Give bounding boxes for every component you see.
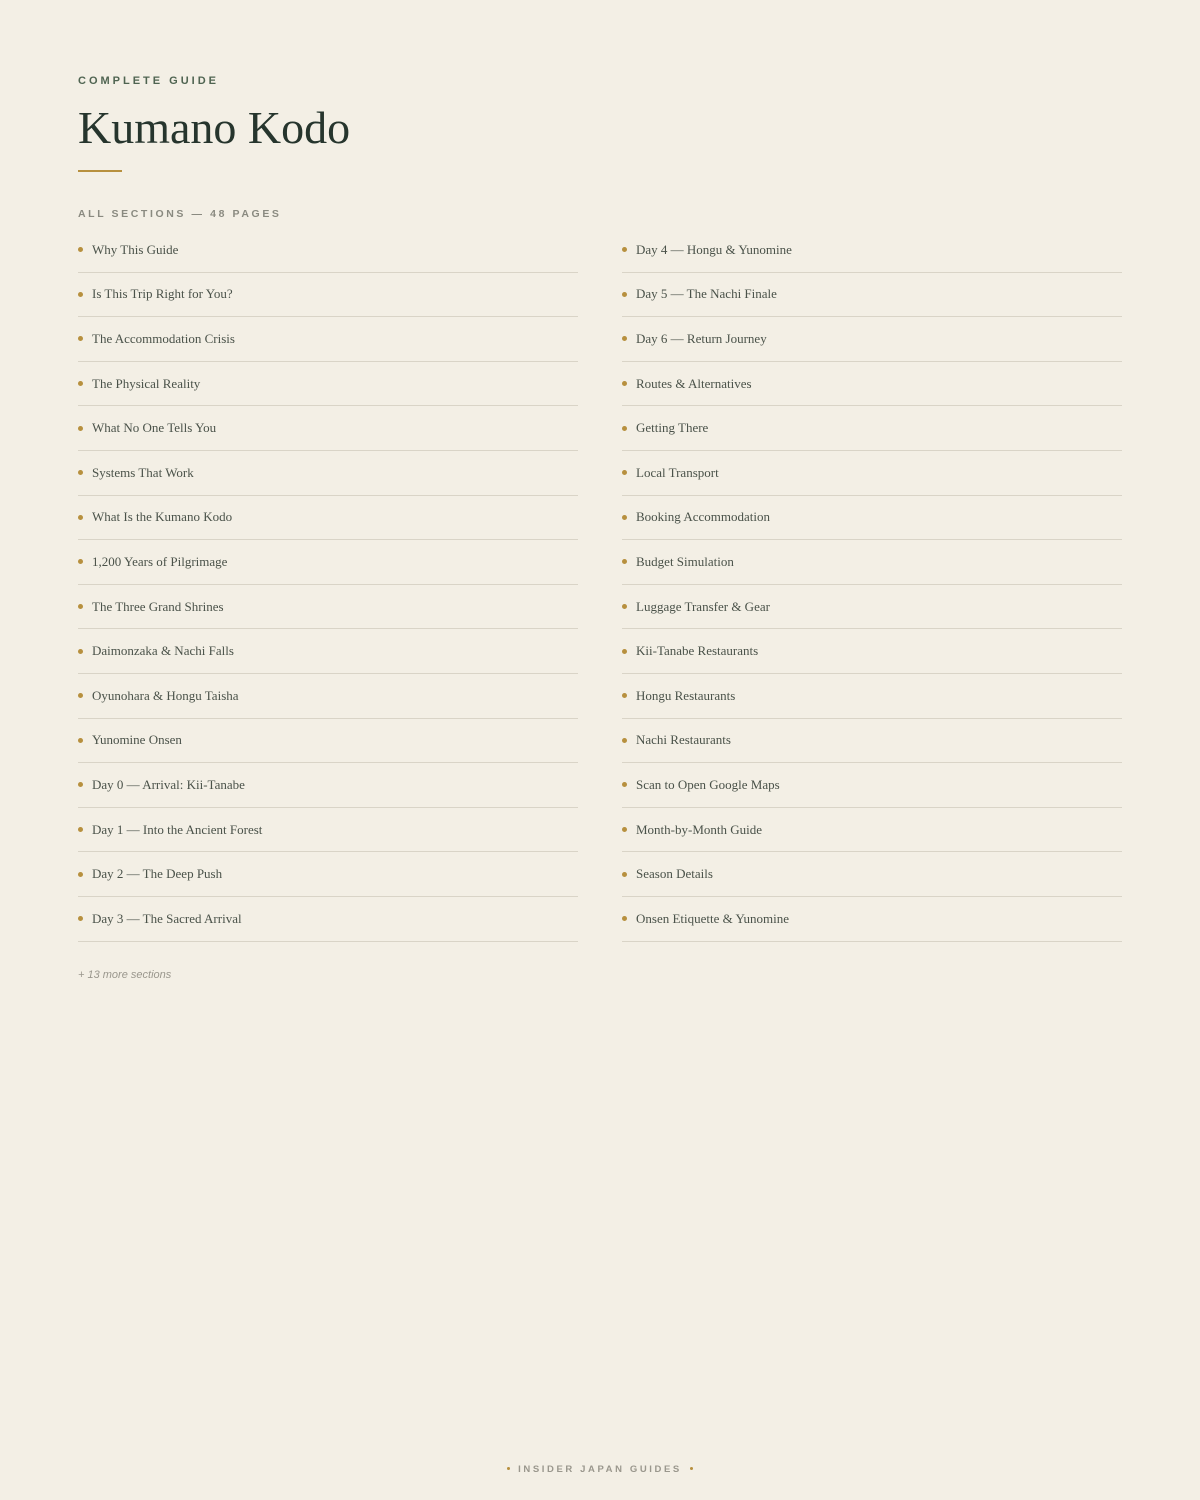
toc-item[interactable] xyxy=(78,228,578,273)
toc-item[interactable] xyxy=(622,852,1122,897)
toc-item-label: Day 3 — The Sacred Arrival xyxy=(92,910,242,926)
bullet-dot-icon xyxy=(622,916,627,921)
bullet-dot-icon xyxy=(78,381,83,386)
toc-item-label: Nachi Restaurants xyxy=(636,732,731,748)
toc-item-label: Day 1 — Into the Ancient Forest xyxy=(92,821,263,837)
bullet-dot-icon xyxy=(622,827,627,832)
bullet-dot-icon xyxy=(78,649,83,654)
bullet-dot-icon xyxy=(622,247,627,252)
toc-item[interactable] xyxy=(622,317,1122,362)
toc-column-right xyxy=(622,228,1122,942)
bullet-dot-icon xyxy=(622,693,627,698)
bullet-dot-icon xyxy=(78,604,83,609)
toc-item[interactable] xyxy=(622,540,1122,585)
bullet-dot-icon xyxy=(78,827,83,832)
toc-item[interactable] xyxy=(78,496,578,541)
toc-item[interactable] xyxy=(78,451,578,496)
toc-item-label: Getting There xyxy=(636,420,709,436)
bullet-dot-icon xyxy=(622,604,627,609)
bullet-dot-icon xyxy=(622,649,627,654)
toc-item[interactable] xyxy=(78,808,578,853)
bullet-dot-icon xyxy=(78,782,83,787)
toc-item[interactable] xyxy=(622,228,1122,273)
eyebrow-label: COMPLETE GUIDE xyxy=(78,75,220,87)
footer xyxy=(0,1464,1200,1475)
toc-item-label: Month-by-Month Guide xyxy=(636,821,763,837)
toc-item[interactable] xyxy=(78,763,578,808)
toc-item-label: Day 6 — Return Journey xyxy=(636,330,767,346)
toc-item-label: The Accommodation Crisis xyxy=(92,330,235,346)
toc-item-label: The Three Grand Shrines xyxy=(92,598,224,614)
toc-item-label: Hongu Restaurants xyxy=(636,687,736,703)
footer-dot-left xyxy=(507,1467,510,1470)
bullet-dot-icon xyxy=(622,470,627,475)
bullet-dot-icon xyxy=(78,470,83,475)
toc-item-label: Daimonzaka & Nachi Falls xyxy=(92,643,234,659)
bullet-dot-icon xyxy=(622,782,627,787)
toc-item-label: Day 5 — The Nachi Finale xyxy=(636,286,777,302)
toc-column-left xyxy=(78,228,578,942)
bullet-dot-icon xyxy=(78,872,83,877)
section-count-label: ALL SECTIONS — 48 PAGES xyxy=(78,208,282,220)
toc-item[interactable] xyxy=(622,362,1122,407)
footer-label: INSIDER JAPAN GUIDES xyxy=(518,1464,682,1475)
toc-item[interactable] xyxy=(622,674,1122,719)
bullet-dot-icon xyxy=(78,336,83,341)
bullet-dot-icon xyxy=(78,515,83,520)
bullet-dot-icon xyxy=(622,426,627,431)
toc-item[interactable] xyxy=(78,406,578,451)
more-sections-note: + 13 more sections xyxy=(78,969,172,981)
toc-item-label: Day 2 — The Deep Push xyxy=(92,866,223,882)
bullet-dot-icon xyxy=(78,916,83,921)
toc-item-label: Yunomine Onsen xyxy=(92,732,182,748)
toc-item[interactable] xyxy=(78,540,578,585)
toc-item-label: Onsen Etiquette & Yunomine xyxy=(636,910,789,926)
toc-item-label: The Physical Reality xyxy=(92,375,201,391)
toc-item-label: Day 0 — Arrival: Kii-Tanabe xyxy=(92,776,245,792)
bullet-dot-icon xyxy=(622,515,627,520)
bullet-dot-icon xyxy=(622,872,627,877)
toc-item[interactable] xyxy=(622,808,1122,853)
bullet-dot-icon xyxy=(78,693,83,698)
toc-item[interactable] xyxy=(622,629,1122,674)
footer-dot-right xyxy=(690,1467,693,1470)
toc-item-label: Why This Guide xyxy=(92,241,179,257)
toc-item-label: What No One Tells You xyxy=(92,420,217,436)
toc-item[interactable] xyxy=(622,496,1122,541)
toc-item[interactable] xyxy=(622,406,1122,451)
toc-item-label: Kii-Tanabe Restaurants xyxy=(636,643,759,659)
toc-item[interactable] xyxy=(78,897,578,942)
toc-item[interactable] xyxy=(622,451,1122,496)
toc-item-label: Local Transport xyxy=(636,464,719,480)
toc-item[interactable] xyxy=(78,317,578,362)
toc-item[interactable] xyxy=(78,585,578,630)
bullet-dot-icon xyxy=(622,738,627,743)
toc-item[interactable] xyxy=(622,273,1122,318)
toc-item-label: Season Details xyxy=(636,866,713,882)
bullet-dot-icon xyxy=(78,247,83,252)
toc-item[interactable] xyxy=(78,362,578,407)
toc-item-label: Booking Accommodation xyxy=(636,509,770,525)
toc-item-label: Luggage Transfer & Gear xyxy=(636,598,770,614)
toc-item-label: Budget Simulation xyxy=(636,553,734,569)
bullet-dot-icon xyxy=(622,292,627,297)
toc-item-label: What Is the Kumano Kodo xyxy=(92,509,233,525)
toc-item[interactable] xyxy=(78,273,578,318)
bullet-dot-icon xyxy=(78,292,83,297)
toc-item[interactable] xyxy=(622,585,1122,630)
toc-item[interactable] xyxy=(78,719,578,764)
bullet-dot-icon xyxy=(78,559,83,564)
title-underline xyxy=(78,170,122,172)
toc-item-label: Routes & Alternatives xyxy=(636,375,752,391)
toc-item-label: Day 4 — Hongu & Yunomine xyxy=(636,241,792,257)
bullet-dot-icon xyxy=(622,336,627,341)
toc-item[interactable] xyxy=(78,629,578,674)
toc-item-label: 1,200 Years of Pilgrimage xyxy=(92,553,228,569)
toc-item-label: Systems That Work xyxy=(92,464,194,480)
toc-item-label: Oyunohara & Hongu Taisha xyxy=(92,687,239,703)
toc-item[interactable] xyxy=(622,897,1122,942)
toc-item[interactable] xyxy=(622,719,1122,764)
toc-item-label: Scan to Open Google Maps xyxy=(636,776,780,792)
page-title: Kumano Kodo xyxy=(78,102,351,153)
toc-item[interactable] xyxy=(622,763,1122,808)
bullet-dot-icon xyxy=(622,559,627,564)
bullet-dot-icon xyxy=(78,738,83,743)
bullet-dot-icon xyxy=(622,381,627,386)
bullet-dot-icon xyxy=(78,426,83,431)
toc-item[interactable] xyxy=(78,852,578,897)
toc-item[interactable] xyxy=(78,674,578,719)
toc-item-label: Is This Trip Right for You? xyxy=(92,286,233,302)
